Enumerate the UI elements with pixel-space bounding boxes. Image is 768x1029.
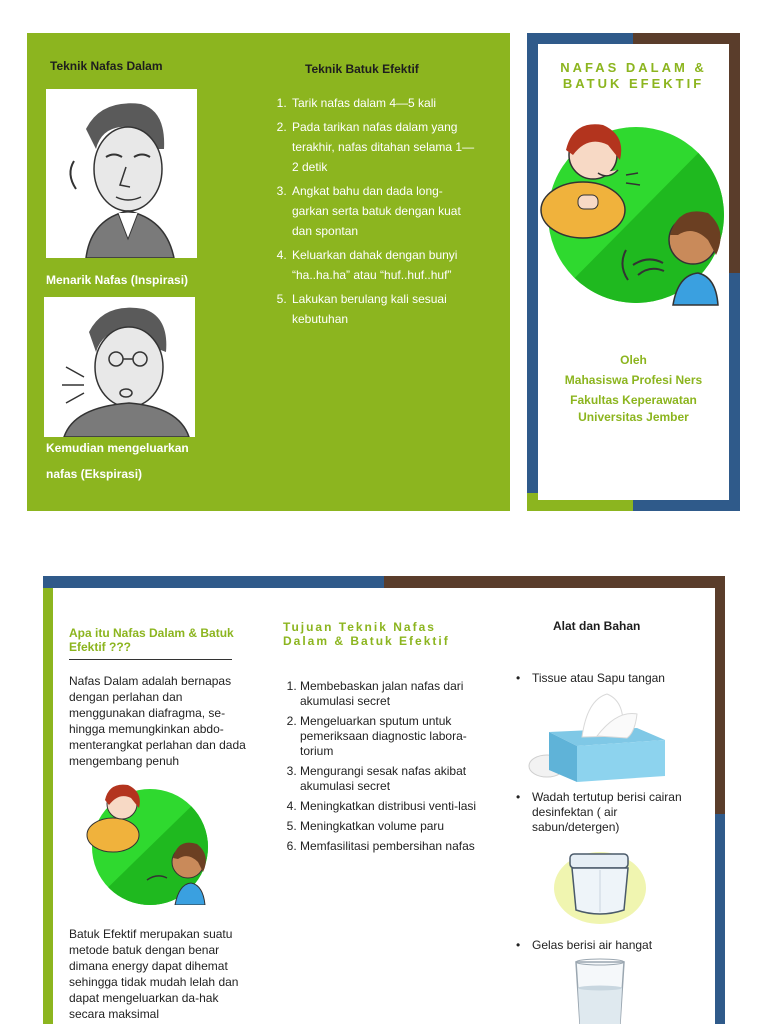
tool-container-label: • Wadah tertutup berisi cairan desinfektan ( air sabun/detergen) xyxy=(512,790,687,835)
tool-tissue-label: • Tissue atau Sapu tangan xyxy=(512,671,687,686)
objective-item: 6. Memfasilitasi pembersihan nafas xyxy=(300,839,482,854)
cough-technique-title: Teknik Batuk Efektif xyxy=(305,62,419,76)
cover-faculty: Fakultas Keperawatan xyxy=(570,393,697,407)
what-is-title: Apa itu Nafas Dalam & Batuk Efektif ??? xyxy=(69,626,234,654)
objective-item: 1. Membebaskan jalan nafas dari akumulasi secret xyxy=(300,679,482,709)
effective-cough-definition: Batuk Efektif merupakan suatu metode batuk dengan benar dimana energy dapat dihemat sehingga tidak mudah lelah dan dapat mengeluarkan da-hak secara maksimal xyxy=(69,927,239,1021)
cough-step: 3. Angkat bahu dan dada long-garkan serta batuk dengan kuat dan spontan xyxy=(290,181,475,241)
cover-university: Universitas Jember xyxy=(578,410,689,424)
tool-container xyxy=(512,790,687,835)
tools-title: Alat dan Bahan xyxy=(553,619,641,633)
objective-item: 2. Mengeluarkan sputum untuk pemeriksaan diagnostic labora-torium xyxy=(300,714,482,759)
tool-glass-label: • Gelas berisi air hangat xyxy=(512,938,687,953)
cough-steps-list xyxy=(270,93,475,333)
cover-credits xyxy=(538,350,729,424)
cover-title-line2: BATUK EFEKTIF xyxy=(562,76,705,91)
man-inhale-illustration xyxy=(46,89,197,258)
tool-tissue xyxy=(512,671,687,686)
objectives-title: Tujuan Teknik Nafas Dalam & Batuk Efektif xyxy=(283,620,450,648)
cover-by: Oleh xyxy=(620,353,647,367)
objective-item: 3. Mengurangi sesak nafas akibat akumulasi secret xyxy=(300,764,482,794)
objective-item: 5. Meningkatkan volume paru xyxy=(300,819,482,834)
tissue-box-icon xyxy=(527,692,667,784)
cough-step: 2. Pada tarikan nafas dalam yang terakhir, nafas ditahan selama 1—2 detik xyxy=(290,117,475,177)
exhale-caption: Kemudian mengeluarkan nafas (Ekspirasi) xyxy=(46,441,189,481)
inhale-caption: Menarik Nafas (Inspirasi) xyxy=(46,273,189,287)
glass-icon xyxy=(570,958,630,1024)
cover-title-line1: NAFAS DALAM & xyxy=(560,60,707,75)
breath-technique-title: Teknik Nafas Dalam xyxy=(50,59,163,73)
cough-step: 4. Keluarkan dahak dengan bunyi “ha..ha.ha” atau “huf..huf..huf” xyxy=(290,245,475,285)
cover-author: Mahasiswa Profesi Ners xyxy=(564,373,703,387)
deep-breath-definition: Nafas Dalam adalah bernapas dengan perlahan dan menggunakan diafragma, se-hingga memungkinkan abdo-menterangkat perlahan dan dada mengembang penuh xyxy=(69,674,246,768)
coughing-children-illustration xyxy=(538,115,729,315)
objectives-list xyxy=(282,679,482,859)
cough-step: 1. Tarik nafas dalam 4—5 kali xyxy=(290,93,475,113)
tool-glass xyxy=(512,938,687,953)
man-exhale-illustration xyxy=(44,297,195,437)
cover-title xyxy=(538,60,729,92)
title-divider xyxy=(69,659,232,660)
cough-step: 5. Lakukan berulang kali sesuai kebutuhan xyxy=(290,289,475,329)
container-icon xyxy=(550,840,653,928)
coughing-children-small-illustration xyxy=(85,780,220,905)
objective-item: 4. Meningkatkan distribusi venti-lasi xyxy=(300,799,482,814)
